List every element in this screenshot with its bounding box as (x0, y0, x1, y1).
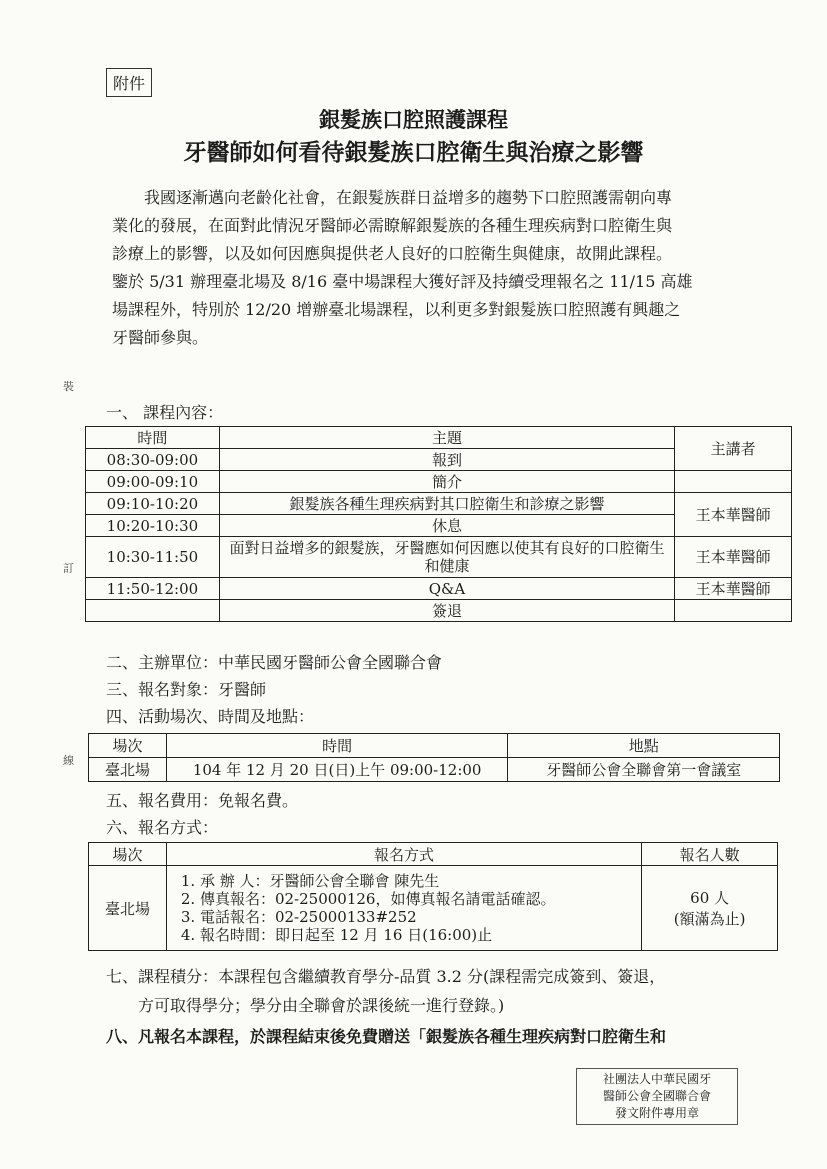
intro-line: 鑒於 5/31 辦理臺北場及 8/16 臺中場課程大獲好評及持續受理報名之 11/15 高雄 (112, 272, 693, 291)
cell-place: 牙醫師公會全聯會第一會議室 (508, 758, 780, 782)
section-5-fee: 五、報名費用：免報名費。 (106, 791, 299, 810)
stamp-line: 發文附件專用章 (614, 1106, 699, 1120)
cell-speaker: 王本華醫師 (675, 493, 792, 537)
cell-session: 臺北場 (89, 866, 167, 951)
intro-paragraph (112, 184, 777, 352)
cell-methods (166, 866, 641, 951)
cell-time: 104 年 12 月 20 日(日)上午 09:00-12:00 (166, 758, 508, 782)
intro-line: 牙醫師參與。 (112, 328, 209, 347)
cell-time: 09:00-09:10 (86, 471, 220, 493)
section-2-organizer: 二、主辦單位：中華民國牙醫師公會全國聯合會 (106, 653, 443, 672)
header-session: 場次 (89, 734, 167, 758)
table-row (86, 537, 792, 578)
table-row (86, 578, 792, 600)
method-item: 4. 報名時間：即日起至 12 月 16 日(16:00)止 (180, 926, 493, 944)
cell-speaker (675, 471, 792, 493)
table-row (86, 493, 792, 515)
stamp-line: 社團法人中華民國牙 (602, 1072, 711, 1086)
cell-topic: 報到 (219, 449, 674, 471)
table-header-row (89, 734, 780, 758)
cell-time: 08:30-09:00 (86, 449, 220, 471)
header-speaker: 主講者 (675, 427, 792, 471)
capacity-value: 60 人 (690, 889, 730, 907)
cell-speaker (675, 600, 792, 622)
section-7-credits: 七、課程積分：本課程包含繼續教育學分-品質 3.2 分(課程需完成簽到、簽退， (106, 967, 666, 986)
section-1-heading: 一、 課程內容： (106, 403, 224, 422)
intro-line: 我國逐漸邁向老齡化社會，在銀髮族群日益增多的趨勢下口腔照護需朝向專 (144, 188, 673, 207)
cell-time: 10:20-10:30 (86, 515, 220, 537)
table-header-row (89, 843, 778, 866)
method-item: 3. 電話報名：02-25000133#252 (180, 908, 417, 926)
intro-line: 場課程外，特別於 12/20 增辦臺北場課程，以利更多對銀髮族口腔照護有興趣之 (112, 300, 681, 319)
attachment-tag: 附件 (106, 68, 152, 97)
method-item: 1. 承 辦 人：牙醫師公會全聯會 陳先生 (180, 872, 440, 890)
section-7-credits-cont: 方可取得學分；學分由全聯會於課後統一進行登錄。) (138, 996, 505, 1015)
table-header-row (86, 427, 792, 449)
cell-speaker: 王本華醫師 (675, 537, 792, 578)
cell-capacity (642, 866, 778, 951)
section-3-audience: 三、報名對象：牙醫師 (106, 680, 267, 699)
cell-topic: 休息 (219, 515, 674, 537)
header-method: 報名方式 (166, 843, 641, 866)
cell-topic: 簽退 (219, 600, 674, 622)
section-4-heading: 四、活動場次、時間及地點： (106, 707, 315, 726)
capacity-note: (額滿為止) (673, 910, 746, 928)
cell-time: 10:30-11:50 (86, 537, 220, 578)
table-row (89, 866, 778, 951)
table-row (86, 471, 792, 493)
header-session: 場次 (89, 843, 167, 866)
cell-time (86, 600, 220, 622)
header-time: 時間 (166, 734, 508, 758)
stamp-line: 醫師公會全國聯合會 (602, 1089, 711, 1103)
title-line-2: 牙醫師如何看待銀髮族口腔衛生與治療之影響 (183, 139, 644, 166)
binding-mark: 線 (63, 754, 74, 767)
binding-mark: 裝 (63, 380, 74, 393)
section-8-gift: 八、凡報名本課程，於課程結束後免費贈送「銀髮族各種生理疾病對口腔衛生和 (106, 1027, 667, 1046)
venue-table (88, 733, 780, 782)
cell-time: 09:10-10:20 (86, 493, 220, 515)
intro-line: 業化的發展，在面對此情況牙醫師必需瞭解銀髮族的各種生理疾病對口腔衛生與 (112, 216, 673, 235)
table-row (89, 758, 780, 782)
cell-topic: 簡介 (219, 471, 674, 493)
registration-table (88, 842, 778, 951)
cell-topic: Q&A (219, 578, 674, 600)
cell-topic: 面對日益增多的銀髮族，牙醫應如何因應以使其有良好的口腔衛生和健康 (219, 537, 674, 578)
method-item: 2. 傳真報名：02-25000126，如傳真報名請電話確認。 (180, 890, 556, 908)
table-row (86, 600, 792, 622)
schedule-table (85, 426, 792, 622)
header-place: 地點 (508, 734, 780, 758)
header-time: 時間 (86, 427, 220, 449)
cell-topic: 銀髮族各種生理疾病對其口腔衛生和診療之影響 (219, 493, 674, 515)
header-topic: 主題 (219, 427, 674, 449)
cell-time: 11:50-12:00 (86, 578, 220, 600)
title-line-1: 銀髮族口腔照護課程 (319, 107, 508, 132)
cell-session: 臺北場 (89, 758, 167, 782)
cell-speaker: 王本華醫師 (675, 578, 792, 600)
binding-mark: 訂 (63, 562, 74, 575)
intro-line: 診療上的影響，以及如何因應與提供老人良好的口腔衛生與健康，故開此課程。 (112, 244, 673, 263)
official-stamp (576, 1068, 738, 1125)
section-6-heading: 六、報名方式： (106, 818, 219, 837)
header-capacity: 報名人數 (642, 843, 778, 866)
